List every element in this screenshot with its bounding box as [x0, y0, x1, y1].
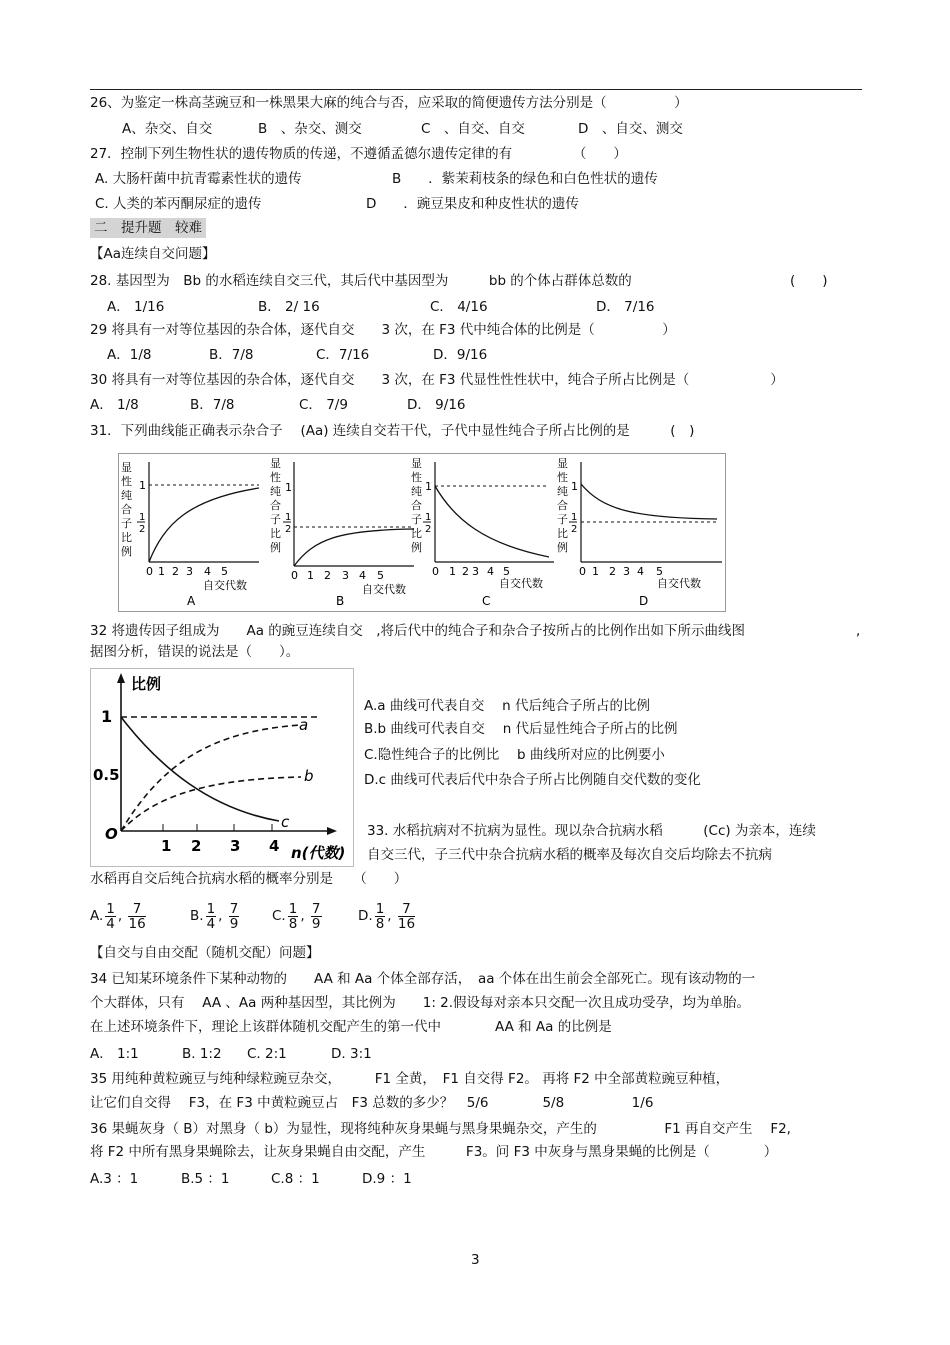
svg-text:1: 1 — [571, 512, 578, 523]
curve-a — [149, 488, 259, 562]
svg-text:a: a — [299, 716, 309, 734]
svg-text:4: 4 — [269, 837, 280, 855]
q30-option-c: C． 7/9 — [299, 397, 348, 413]
svg-text:性: 性 — [411, 471, 422, 484]
svg-text:1: 1 — [285, 512, 292, 523]
q36-option-a: A.3 ：1 — [90, 1171, 139, 1187]
q28-stem: 28. 基因型为 Bb 的水稻连续自交三代，其后代中基因型为 bb 的个体占群体总数的 — [90, 273, 632, 289]
q28-option-d: D． 7/16 — [596, 299, 655, 315]
svg-text:显: 显 — [270, 457, 281, 470]
svg-text:5: 5 — [221, 565, 228, 578]
svg-text:B: B — [336, 594, 345, 608]
q31-stem: 31．下列曲线能正确表示杂合子 (Aa) 连续自交若干代，子代中显性纯合子所占比例的是 ( ) — [90, 423, 695, 439]
svg-text:1: 1 — [425, 512, 432, 523]
svg-text:O: O — [105, 825, 118, 843]
q31-panel-c — [411, 457, 554, 608]
q29-option-b: B．7/8 — [209, 347, 254, 363]
svg-text:合: 合 — [557, 499, 568, 512]
svg-text:2: 2 — [191, 837, 202, 855]
q36-line-2: 将 F2 中所有黑身果蝇除去，让灰身果蝇自由交配，产生 F3。问 F3 中灰身与黑身果蝇的比例是（ ） — [90, 1144, 778, 1160]
q26-option-a: A、杂交、自交 — [122, 121, 213, 137]
svg-text:1: 1 — [139, 479, 146, 492]
q32-option-d: D.c 曲线可代表后代中杂合子所占比例随自交代数的变化 — [364, 772, 701, 788]
q29-option-a: A．1/8 — [107, 347, 152, 363]
panel-label-a: A — [187, 594, 196, 608]
svg-text:3: 3 — [472, 565, 479, 578]
svg-text:性: 性 — [270, 471, 281, 484]
svg-text:自交代数: 自交代数 — [362, 583, 406, 596]
svg-text:比例: 比例 — [131, 675, 162, 693]
svg-text:2: 2 — [285, 524, 292, 535]
q32-option-a: A.a 曲线可代表自交 n 代后纯合子所占的比例 — [364, 698, 650, 714]
svg-text:1: 1 — [425, 480, 432, 493]
svg-text:显: 显 — [557, 457, 568, 470]
q29-stem: 29 将具有一对等位基因的杂合体，逐代自交 3 次，在 F3 代中纯合体的比例是（ ） — [90, 322, 676, 338]
svg-text:0: 0 — [291, 569, 298, 582]
svg-text:0: 0 — [146, 565, 153, 578]
curve-b — [294, 529, 414, 566]
svg-text:自交代数: 自交代数 — [203, 579, 247, 592]
svg-text:比: 比 — [270, 527, 281, 540]
svg-text:c: c — [281, 813, 290, 831]
svg-text:1: 1 — [592, 565, 599, 578]
q30-option-b: B．7/8 — [190, 397, 235, 413]
q32-option-b: B.b 曲线可代表自交 n 代后显性纯合子所占的比例 — [364, 721, 678, 737]
svg-text:5: 5 — [656, 565, 663, 578]
svg-text:1: 1 — [307, 569, 314, 582]
svg-text:例: 例 — [270, 541, 281, 554]
q26-stem: 26、为鉴定一株高茎豌豆和一株黑果大麻的纯合与否，应采取的简便遗传方法分别是（ ） — [90, 95, 688, 111]
q28-option-c: C． 4/16 — [430, 299, 488, 315]
svg-text:0: 0 — [432, 565, 439, 578]
svg-text:n(代数): n(代数) — [291, 844, 346, 862]
svg-text:2: 2 — [139, 524, 146, 535]
svg-text:纯: 纯 — [557, 485, 568, 498]
q31-graphs — [119, 454, 725, 611]
svg-text:3: 3 — [623, 565, 630, 578]
q32-comma: , — [856, 623, 861, 639]
q34-line-2: 个大群体，只有 AA 、Aa 两种基因型，其比例为 1: 2.假设每对亲本只交配一次且成功受孕，均为单胎。 — [90, 995, 751, 1011]
q27-option-b: B ．紫茉莉枝条的绿色和白色性状的遗传 — [392, 171, 658, 187]
q27-option-c: C. 人类的苯丙酮尿症的遗传 — [95, 196, 262, 212]
q31-graphs-figure — [118, 453, 726, 612]
svg-text:2: 2 — [324, 569, 331, 582]
svg-text:2: 2 — [425, 524, 432, 535]
q31-panel-d — [557, 457, 722, 608]
topic-random-mating: 【自交与自由交配（随机交配）问题】 — [90, 945, 320, 961]
q30-stem: 30 将具有一对等位基因的杂合体，逐代自交 3 次，在 F3 代显性性性状中，纯合子所占比例是（ ） — [90, 372, 784, 388]
svg-text:子: 子 — [121, 517, 132, 530]
curve-b — [121, 777, 301, 831]
ylabel-a: 显 — [121, 461, 132, 474]
q30-option-a: A． 1/8 — [90, 397, 139, 413]
q32-graph — [91, 669, 353, 866]
svg-text:合: 合 — [270, 499, 281, 512]
svg-text:4: 4 — [637, 565, 644, 578]
svg-text:0.5: 0.5 — [93, 766, 120, 784]
q33-option-c: C. $\frac{1}{8}$ , $\frac{7}{9}$ — [272, 900, 321, 932]
page-number: 3 — [471, 1252, 480, 1268]
svg-text:纯: 纯 — [270, 485, 281, 498]
svg-text:2: 2 — [172, 565, 179, 578]
svg-text:1: 1 — [158, 565, 165, 578]
q34-option-a: A． 1:1 — [90, 1046, 139, 1062]
q28-option-b: B． 2/ 16 — [258, 299, 320, 315]
svg-text:1: 1 — [139, 512, 146, 523]
svg-text:纯: 纯 — [411, 485, 422, 498]
svg-text:合: 合 — [121, 503, 132, 516]
svg-text:例: 例 — [557, 541, 568, 554]
svg-text:性: 性 — [557, 471, 568, 484]
q34-line-3: 在上述环境条件下，理论上该群体随机交配产生的第一代中 AA 和 Aa 的比例是 — [90, 1019, 612, 1035]
q26-option-b: B 、杂交、测交 — [258, 121, 362, 137]
section-heading: 二 提升题 较难 — [90, 218, 206, 238]
q33-option-a: A. $\frac{1}{4}$ , $\frac{7}{16}$ — [90, 900, 146, 932]
q33-line-2: 自交三代，子三代中杂合抗病水稻的概率及每次自交后均除去不抗病 — [367, 847, 772, 863]
q32-stem-1: 32 将遗传因子组成为 Aa 的豌豆连续自交 ,将后代中的纯合子和杂合子按所占的比例作出如下所示曲线图 — [90, 623, 746, 639]
svg-text:子: 子 — [557, 513, 568, 526]
q32-stem-2: 据图分析，错误的说法是（ ）。 — [90, 644, 300, 660]
svg-text:3: 3 — [186, 565, 193, 578]
svg-text:1: 1 — [449, 565, 456, 578]
q33-option-b: B. $\frac{1}{4}$ , $\frac{7}{9}$ — [190, 900, 239, 932]
svg-text:1: 1 — [571, 480, 578, 493]
curve-c — [435, 486, 549, 557]
q34-line-1: 34 已知某环境条件下某种动物的 AA 和 Aa 个体全部存活， aa 个体在出生前会全部死亡。现有该动物的一 — [90, 971, 756, 987]
svg-text:比: 比 — [411, 527, 422, 540]
q36-option-c: C.8 ：1 — [271, 1171, 320, 1187]
svg-text:0: 0 — [579, 565, 586, 578]
svg-text:1: 1 — [285, 481, 292, 494]
svg-text:自交代数: 自交代数 — [499, 577, 543, 590]
svg-text:子: 子 — [411, 513, 422, 526]
svg-text:4: 4 — [359, 569, 366, 582]
svg-text:D: D — [639, 594, 649, 608]
q33-line-1: 33. 水稻抗病对不抗病为显性。现以杂合抗病水稻 (Cc) 为亲本，连续 — [367, 823, 816, 839]
svg-text:C: C — [482, 594, 491, 608]
svg-text:显: 显 — [411, 457, 422, 470]
svg-text:2: 2 — [609, 565, 616, 578]
svg-text:4: 4 — [204, 565, 211, 578]
q29-option-c: C．7/16 — [316, 347, 370, 363]
svg-text:比: 比 — [557, 527, 568, 540]
svg-text:例: 例 — [121, 545, 132, 558]
svg-text:b: b — [304, 767, 314, 785]
q35-line-2: 让它们自交得 F3，在 F3 中黄粒豌豆占 F3 总数的多少？ 5/6 5/8 1/6 — [90, 1095, 654, 1111]
q26-option-d: D 、自交、测交 — [578, 121, 683, 137]
q32-figure — [90, 668, 354, 867]
q34-option-d: D. 3:1 — [331, 1046, 372, 1062]
q36-option-b: B.5 ：1 — [181, 1171, 230, 1187]
q27-stem: 27．控制下列生物性状的遗传物质的传递，不遵循孟德尔遗传定律的有 （ ） — [90, 146, 627, 162]
q31-panel-a — [121, 461, 259, 608]
q28-paren: ( ) — [790, 273, 828, 289]
q27-option-a: A. 大肠杆菌中抗青霉素性状的遗传 — [95, 171, 302, 187]
svg-text:子: 子 — [270, 513, 281, 526]
svg-text:5: 5 — [377, 569, 384, 582]
q32-option-c: C.隐性纯合子的比例比 b 曲线所对应的比例要小 — [364, 747, 665, 763]
topic-aa-self-cross: 【Aa连续自交问题】 — [90, 246, 216, 262]
q34-option-c: C. 2:1 — [247, 1046, 287, 1062]
q30-option-d: D． 9/16 — [407, 397, 466, 413]
svg-text:3: 3 — [342, 569, 349, 582]
q36-line-1: 36 果蝇灰身（ B）对黑身（ b）为显性，现将纯种灰身果蝇与黑身果蝇杂交，产生的 F1 再自交产生 F2, — [90, 1121, 791, 1137]
svg-text:自交代数: 自交代数 — [657, 577, 701, 590]
q31-panel-b — [270, 457, 414, 608]
svg-text:3: 3 — [230, 837, 241, 855]
q28-option-a: A． 1/16 — [107, 299, 165, 315]
q36-option-d: D.9 ：1 — [362, 1171, 412, 1187]
svg-text:性: 性 — [121, 475, 132, 488]
svg-text:2: 2 — [462, 565, 469, 578]
q29-option-d: D．9/16 — [433, 347, 488, 363]
q33-option-d: D. $\frac{1}{8}$ , $\frac{7}{16}$ — [358, 900, 416, 932]
svg-text:5: 5 — [503, 565, 510, 578]
svg-text:纯: 纯 — [121, 489, 132, 502]
q26-option-c: C 、自交、自交 — [421, 121, 525, 137]
svg-text:4: 4 — [487, 565, 494, 578]
q33-line-3: 水稻再自交后纯合抗病水稻的概率分别是 （ ） — [90, 871, 408, 887]
svg-text:比: 比 — [121, 531, 132, 544]
curve-d — [581, 484, 717, 519]
svg-text:1: 1 — [161, 837, 172, 855]
q27-option-d: D ．豌豆果皮和种皮性状的遗传 — [366, 196, 579, 212]
svg-text:合: 合 — [411, 499, 422, 512]
svg-text:2: 2 — [571, 524, 578, 535]
svg-text:1: 1 — [101, 707, 113, 726]
q34-option-b: B. 1:2 — [182, 1046, 222, 1062]
header-rule — [90, 89, 862, 90]
q35-line-1: 35 用纯种黄粒豌豆与纯种绿粒豌豆杂交， F1 全黄， F1 自交得 F2。 再将 F2 中全部黄粒豌豆种植， — [90, 1071, 730, 1087]
svg-text:例: 例 — [411, 541, 422, 554]
curve-c — [121, 717, 279, 821]
